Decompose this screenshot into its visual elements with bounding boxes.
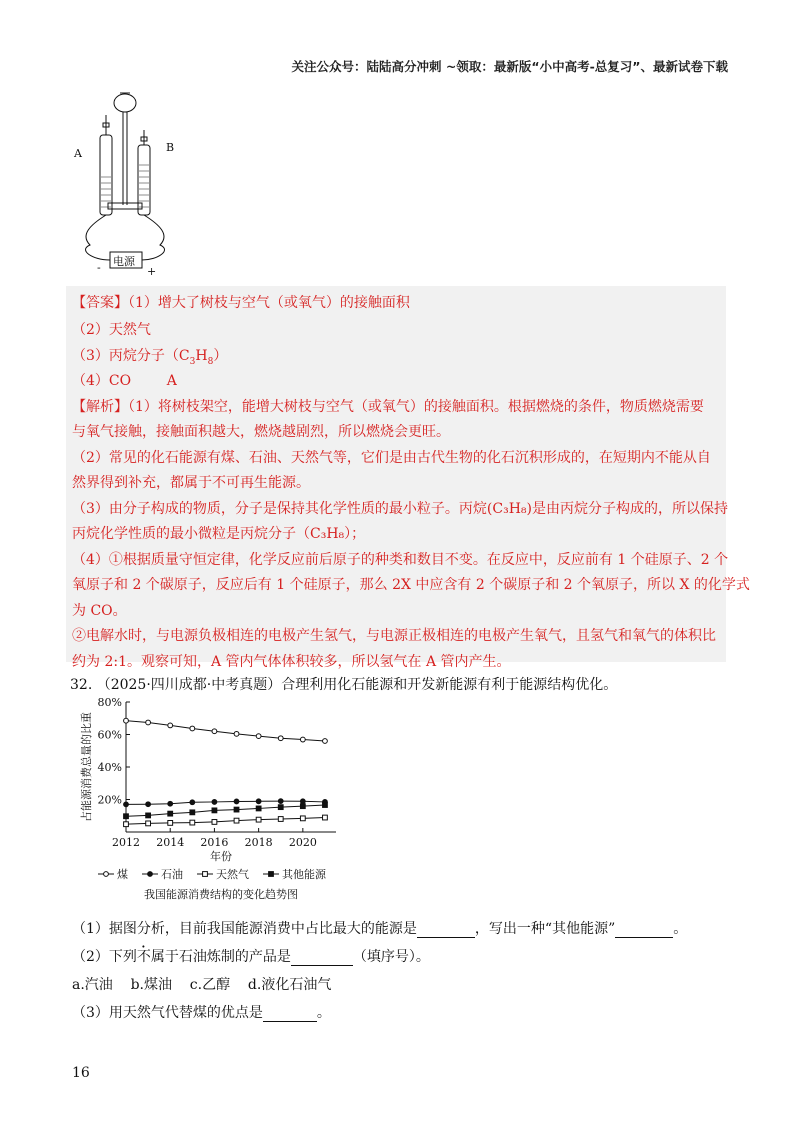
data-point-2-7 (278, 817, 283, 822)
data-point-0-7 (278, 736, 283, 741)
x-tick-label: 2012 (112, 836, 140, 849)
data-point-0-5 (234, 731, 239, 736)
y-tick-label: 60% (97, 728, 122, 742)
explain-line-7: （4）①根据质量守恒定律，化学反应前后原子的种类和数目不变。在反应中，反应前有 1 个硅原子、2 个 (72, 552, 729, 568)
data-point-2-3 (190, 820, 195, 825)
series-line-3 (126, 805, 325, 816)
minus-sign: - (97, 261, 101, 274)
data-point-1-4 (212, 800, 217, 805)
answer-blank-1[interactable] (417, 923, 475, 938)
explain-line-4: 然界得到补充，都属于不可再生能源。 (72, 475, 310, 491)
data-point-1-5 (234, 799, 239, 804)
legend-marker-1 (148, 872, 153, 877)
explain-line-2: 与氧气接触，接触面积越大，燃烧越剧烈，所以燃烧会更旺。 (72, 424, 450, 440)
data-point-3-3 (190, 810, 195, 815)
page-number: 16 (72, 1065, 90, 1081)
data-point-3-4 (212, 808, 217, 813)
explain-line-11: 约为 2:1。观察可知，A 管内气体体积较多，所以氢气在 A 管内产生。 (72, 654, 511, 670)
series-line-0 (126, 721, 325, 741)
data-point-3-8 (300, 804, 305, 809)
data-point-2-8 (300, 816, 305, 821)
data-point-0-3 (190, 726, 195, 731)
legend-label-3: 其他能源 (282, 868, 326, 881)
x-tick-label: 2020 (288, 836, 317, 849)
data-point-1-6 (256, 799, 261, 804)
data-point-1-7 (278, 799, 283, 804)
explain-line-10: ②电解水时，与电源负极相连的电极产生氢气，与电源正极相连的电极产生氧气，且氢气和氧气的体积比 (72, 628, 716, 644)
data-point-2-6 (256, 817, 261, 822)
series-line-1 (126, 801, 325, 804)
question-1: （1）据图分析，目前我国能源消费中占比最大的能源是 ，写出一种“其他能源” 。 (72, 921, 688, 937)
data-point-0-1 (146, 720, 151, 725)
answer-blank-4[interactable] (263, 1007, 317, 1022)
x-tick-label: 2018 (244, 836, 273, 849)
answer-blank-3[interactable] (291, 951, 353, 966)
data-point-3-5 (234, 807, 239, 812)
legend-label-0: 煤 (117, 868, 128, 881)
answer-line-1: 【答案】（1）增大了树枝与空气（或氧气）的接触面积 (72, 295, 410, 311)
electrolysis-apparatus-figure (70, 85, 200, 285)
legend-label-2: 天然气 (216, 868, 249, 881)
power-label: 电源 (113, 255, 135, 268)
y-tick-label: 20% (97, 793, 122, 807)
data-point-2-5 (234, 818, 239, 823)
data-point-2-2 (168, 821, 173, 826)
data-point-0-8 (300, 737, 305, 742)
x-tick-label: 2014 (156, 836, 185, 849)
question-stem: 32. （2025·四川成都·中考真题）合理利用化石能源和开发新能源有利于能源结构优化。 (70, 677, 618, 693)
y-tick-label: 80% (97, 697, 122, 709)
question-2-options: a.汽油 b.煤油 c.乙醇 d.液化石油气 (72, 977, 332, 993)
data-point-1-0 (124, 802, 129, 807)
data-point-3-2 (168, 811, 173, 816)
legend-marker-2 (203, 872, 208, 877)
explain-line-1: 【解析】（1）将树枝架空，能增大树枝与空气（或氧气）的接触面积。根据燃烧的条件，物质燃烧需要 (72, 399, 704, 415)
data-point-3-0 (124, 814, 129, 819)
explain-line-8: 氧原子和 2 个碳原子，反应后有 1 个硅原子，那么 2X 中应含有 2 个碳原子和 2 个氧原子，所以 X 的化学式 (72, 577, 750, 593)
y-axis-label: 占能源消费总量的比重 (80, 712, 93, 822)
x-tick-label: 2016 (200, 836, 229, 849)
data-point-2-0 (124, 822, 129, 827)
data-point-1-3 (190, 800, 195, 805)
data-point-0-4 (212, 729, 217, 734)
plus-sign: + (147, 265, 157, 278)
answer-line-3: （3）丙烷分子$(C_3H_8)$ (72, 348, 228, 367)
series-line-2 (126, 818, 325, 825)
data-point-0-2 (168, 723, 173, 728)
data-point-3-9 (323, 803, 328, 808)
explain-line-5: （3）由分子构成的物质，分子是保持其化学性质的最小粒子。丙烷(C₃H₈)是由丙烷分子构成的，所以保持 (72, 501, 728, 517)
data-point-0-9 (323, 739, 328, 744)
x-axis-label: 年份 (210, 850, 232, 863)
answer-line-2: （2）天然气 (72, 322, 151, 338)
data-point-3-6 (256, 806, 261, 811)
data-point-1-2 (168, 801, 173, 806)
explain-line-3: （2）常见的化石能源有煤、石油、天然气等，它们是由古代生物的化石沉积形成的，在短期内不能从自 (72, 450, 711, 466)
energy-chart (76, 697, 356, 912)
page-header: 关注公众号：陆陆高分冲刺 ~领取：最新版“小中高考-总复习”、最新试卷下载 (291, 59, 728, 74)
explain-line-6: 丙烷化学性质的最小微粒是丙烷分子（C₃H₈）； (72, 526, 366, 542)
answer-blank-2[interactable] (615, 923, 673, 938)
label-b: B (166, 141, 175, 154)
data-point-1-8 (300, 799, 305, 804)
question-2: （2）下列不属于石油炼制的产品是 （填序号）。 (72, 949, 430, 965)
data-point-3-1 (146, 813, 151, 818)
question-3: （3）用天然气代替煤的优点是 。 (72, 1005, 331, 1021)
label-a: A (74, 147, 82, 160)
legend-label-1: 石油 (161, 868, 183, 881)
data-point-2-1 (146, 821, 151, 826)
data-point-2-9 (323, 815, 328, 820)
answer-line-4: （4）CO A (72, 373, 177, 389)
y-tick-label: 40% (97, 761, 122, 774)
data-point-3-7 (278, 805, 283, 810)
data-point-0-0 (124, 718, 129, 723)
chart-title: 我国能源消费结构的变化趋势图 (144, 888, 298, 901)
data-point-2-4 (212, 820, 217, 825)
data-point-1-1 (146, 802, 151, 807)
legend-marker-0 (104, 872, 109, 877)
data-point-0-6 (256, 734, 261, 739)
legend-marker-3 (269, 872, 274, 877)
explain-line-9: 为 CO。 (72, 603, 127, 619)
